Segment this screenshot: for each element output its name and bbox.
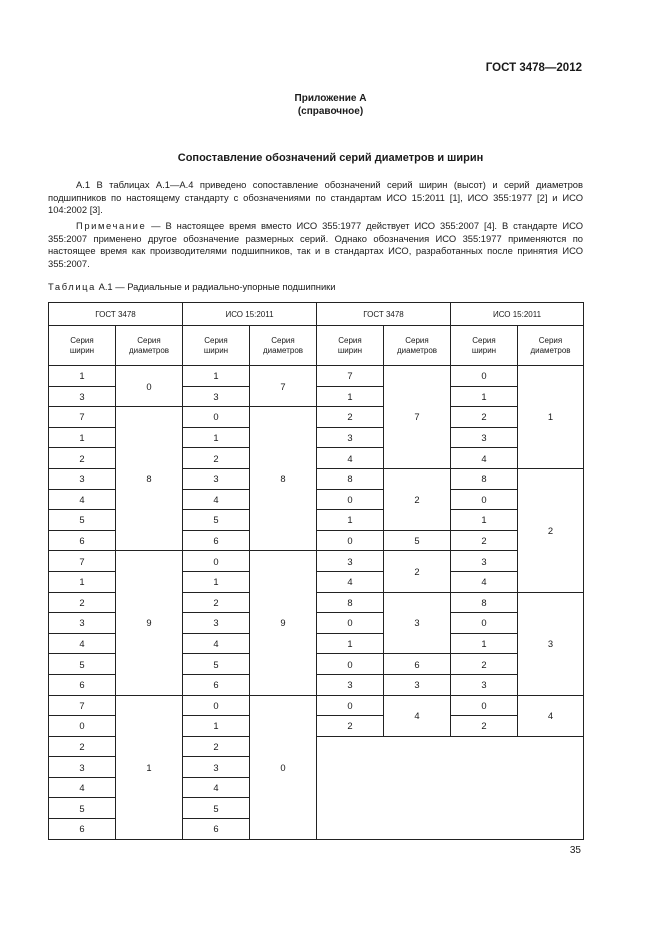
table-header-row bbox=[49, 303, 584, 326]
gost-width-cell: 0 bbox=[49, 716, 116, 737]
gost-width-cell: 6 bbox=[49, 530, 116, 551]
iso-width-cell: 3 bbox=[183, 386, 250, 407]
iso-width-cell: 5 bbox=[183, 510, 250, 531]
iso-width-cell: 1 bbox=[451, 510, 518, 531]
gost-width-cell: 4 bbox=[49, 633, 116, 654]
gost-width-cell: 3 bbox=[317, 674, 384, 695]
iso-diameter-cell: 3 bbox=[518, 592, 584, 695]
paragraph-a1: А.1 В таблицах А.1—А.4 приведено сопоставление обозначений серий ширин (высот) и серий диаметров подшипников по настоящему стандарту с обозначениями по стандартам ИСО 15:2011 [1], ИСО 355:1977 [2] и ИСО 104:2002 [3]. bbox=[48, 179, 583, 216]
table-caption-label: Таблица bbox=[48, 281, 96, 292]
gost-width-cell: 4 bbox=[49, 777, 116, 798]
gost-width-cell: 3 bbox=[49, 613, 116, 634]
subheader-line: диаметров bbox=[262, 345, 304, 355]
iso-width-cell: 3 bbox=[183, 757, 250, 778]
note-text: — В настоящее время вместо ИСО 355:1977 действует ИСО 355:2007 [4]. В стандарте ИСО 355:2007 применено другое обозначение размерных серий. Однако обозначения ИСО 355:1977 применяются по настоящее время как производителями подшипников, так и в стандартах ИСО, разработанных после принятия ИСО 355:2007. bbox=[48, 220, 583, 269]
table-row bbox=[49, 695, 584, 716]
iso-width-cell: 1 bbox=[451, 633, 518, 654]
table-row bbox=[49, 551, 584, 572]
page-number: 35 bbox=[569, 845, 581, 856]
gost-width-cell: 0 bbox=[317, 695, 384, 716]
gost-width-cell: 6 bbox=[49, 819, 116, 840]
iso-diameter-cell: 1 bbox=[518, 366, 584, 469]
gost-width-cell: 2 bbox=[49, 592, 116, 613]
gost-width-cell: 5 bbox=[49, 654, 116, 675]
iso-width-cell: 0 bbox=[451, 695, 518, 716]
table-caption bbox=[48, 281, 336, 292]
gost-diameter-cell: 2 bbox=[384, 551, 451, 592]
gost-diameter-cell: 8 bbox=[116, 407, 183, 551]
iso-width-cell: 6 bbox=[183, 819, 250, 840]
iso-width-cell: 5 bbox=[183, 798, 250, 819]
gost-diameter-cell: 6 bbox=[384, 654, 451, 675]
iso-width-cell: 6 bbox=[183, 674, 250, 695]
subheader-line: диаметров bbox=[128, 345, 170, 355]
gost-width-cell: 7 bbox=[317, 366, 384, 387]
iso-width-cell: 4 bbox=[451, 571, 518, 592]
gost-width-cell: 2 bbox=[49, 448, 116, 469]
gost-width-cell: 3 bbox=[49, 386, 116, 407]
subheader-line: ширин bbox=[337, 345, 363, 355]
iso-width-cell: 3 bbox=[451, 427, 518, 448]
gost-width-cell: 2 bbox=[317, 407, 384, 428]
width-series-header bbox=[317, 326, 384, 366]
gost-width-cell: 8 bbox=[317, 468, 384, 489]
gost-width-cell: 4 bbox=[317, 571, 384, 592]
iso-width-cell: 0 bbox=[183, 551, 250, 572]
standard-code: ГОСТ 3478—2012 bbox=[485, 62, 582, 74]
iso-width-cell: 1 bbox=[183, 716, 250, 737]
iso-width-cell: 0 bbox=[451, 613, 518, 634]
gost-width-cell: 4 bbox=[49, 489, 116, 510]
iso-width-cell: 1 bbox=[183, 571, 250, 592]
gost-width-cell: 3 bbox=[49, 757, 116, 778]
gost-width-cell: 1 bbox=[49, 571, 116, 592]
iso-width-cell: 2 bbox=[451, 530, 518, 551]
subheader-line: Серия bbox=[538, 335, 563, 345]
iso-width-cell: 2 bbox=[183, 592, 250, 613]
subheader-line: Серия bbox=[405, 335, 429, 345]
iso-diameter-cell: 4 bbox=[518, 695, 584, 736]
gost-width-cell: 3 bbox=[317, 427, 384, 448]
gost-diameter-cell: 3 bbox=[384, 674, 451, 695]
gost-width-cell: 1 bbox=[317, 633, 384, 654]
note-label: Примечание bbox=[76, 220, 147, 231]
subheader-line: диаметров bbox=[530, 345, 571, 355]
gost-width-cell: 1 bbox=[49, 427, 116, 448]
gost-width-cell: 0 bbox=[317, 613, 384, 634]
diameter-series-header bbox=[518, 326, 584, 366]
diameter-series-header bbox=[116, 326, 183, 366]
appendix-title: Приложение А bbox=[294, 93, 367, 104]
iso-width-cell: 4 bbox=[183, 633, 250, 654]
iso-width-cell: 0 bbox=[183, 407, 250, 428]
gost-diameter-cell: 2 bbox=[384, 468, 451, 530]
section-heading: Сопоставление обозначений серий диаметров и ширин bbox=[177, 152, 484, 164]
gost-width-cell: 0 bbox=[317, 530, 384, 551]
iso-diameter-cell: 2 bbox=[518, 468, 584, 592]
gost-width-cell: 2 bbox=[49, 736, 116, 757]
subheader-line: Серия bbox=[137, 335, 161, 345]
iso-width-cell: 2 bbox=[451, 716, 518, 737]
iso-width-cell: 3 bbox=[183, 468, 250, 489]
gost-diameter-cell: 4 bbox=[384, 695, 451, 736]
subheader-line: Серия bbox=[271, 335, 295, 345]
gost-width-cell: 4 bbox=[317, 448, 384, 469]
gost-width-cell: 8 bbox=[317, 592, 384, 613]
iso-width-cell: 6 bbox=[183, 530, 250, 551]
iso-width-cell: 4 bbox=[451, 448, 518, 469]
subheader-line: Серия bbox=[70, 335, 94, 345]
table-caption-text: А.1 — Радиальные и радиально-упорные подшипники bbox=[95, 281, 336, 292]
iso-width-cell: 1 bbox=[183, 427, 250, 448]
group-header: ГОСТ 3478 bbox=[317, 303, 451, 326]
group-header: ИСО 15:2011 bbox=[451, 303, 584, 326]
width-series-header bbox=[183, 326, 250, 366]
gost-width-cell: 7 bbox=[49, 551, 116, 572]
gost-diameter-cell: 1 bbox=[116, 695, 183, 839]
table-row bbox=[49, 366, 584, 387]
empty-area bbox=[317, 736, 584, 839]
table-subheader-row bbox=[49, 326, 584, 366]
iso-width-cell: 8 bbox=[451, 468, 518, 489]
gost-width-cell: 1 bbox=[317, 386, 384, 407]
iso-diameter-cell: 9 bbox=[250, 551, 317, 695]
gost-width-cell: 0 bbox=[317, 489, 384, 510]
iso-width-cell: 2 bbox=[451, 654, 518, 675]
iso-width-cell: 0 bbox=[451, 366, 518, 387]
gost-diameter-cell: 5 bbox=[384, 530, 451, 551]
iso-width-cell: 1 bbox=[183, 366, 250, 387]
group-header: ИСО 15:2011 bbox=[183, 303, 317, 326]
subheader-line: Серия bbox=[204, 335, 228, 345]
gost-width-cell: 7 bbox=[49, 695, 116, 716]
iso-diameter-cell: 8 bbox=[250, 407, 317, 551]
gost-width-cell: 0 bbox=[317, 654, 384, 675]
gost-width-cell: 5 bbox=[49, 798, 116, 819]
gost-diameter-cell: 3 bbox=[384, 592, 451, 654]
subheader-line: ширин bbox=[69, 345, 95, 355]
iso-width-cell: 3 bbox=[183, 613, 250, 634]
iso-width-cell: 5 bbox=[183, 654, 250, 675]
gost-width-cell: 3 bbox=[317, 551, 384, 572]
gost-width-cell: 1 bbox=[49, 366, 116, 387]
gost-width-cell: 2 bbox=[317, 716, 384, 737]
iso-width-cell: 0 bbox=[183, 695, 250, 716]
iso-width-cell: 4 bbox=[183, 489, 250, 510]
appendix-subtitle: (справочное) bbox=[297, 106, 364, 117]
subheader-line: ширин bbox=[203, 345, 229, 355]
group-header: ГОСТ 3478 bbox=[49, 303, 183, 326]
gost-width-cell: 5 bbox=[49, 510, 116, 531]
iso-width-cell: 2 bbox=[451, 407, 518, 428]
width-series-header bbox=[49, 326, 116, 366]
iso-width-cell: 1 bbox=[451, 386, 518, 407]
gost-width-cell: 6 bbox=[49, 674, 116, 695]
iso-diameter-cell: 7 bbox=[250, 366, 317, 407]
width-series-header bbox=[451, 326, 518, 366]
diameter-series-header bbox=[384, 326, 451, 366]
gost-width-cell: 3 bbox=[49, 468, 116, 489]
subheader-line: ширин bbox=[471, 345, 497, 355]
table-row bbox=[49, 407, 584, 428]
diameter-series-header bbox=[250, 326, 317, 366]
iso-width-cell: 0 bbox=[451, 489, 518, 510]
iso-width-cell: 8 bbox=[451, 592, 518, 613]
iso-width-cell: 2 bbox=[183, 736, 250, 757]
gost-width-cell: 7 bbox=[49, 407, 116, 428]
subheader-line: Серия bbox=[472, 335, 496, 345]
subheader-line: Серия bbox=[338, 335, 362, 345]
comparison-table bbox=[48, 302, 584, 840]
appendix-heading bbox=[0, 92, 661, 118]
iso-width-cell: 4 bbox=[183, 777, 250, 798]
gost-diameter-cell: 0 bbox=[116, 366, 183, 407]
gost-diameter-cell: 9 bbox=[116, 551, 183, 695]
iso-width-cell: 2 bbox=[183, 448, 250, 469]
note-paragraph bbox=[48, 220, 583, 270]
iso-width-cell: 3 bbox=[451, 674, 518, 695]
iso-diameter-cell: 0 bbox=[250, 695, 317, 839]
gost-width-cell: 1 bbox=[317, 510, 384, 531]
iso-width-cell: 3 bbox=[451, 551, 518, 572]
subheader-line: диаметров bbox=[396, 345, 438, 355]
gost-diameter-cell: 7 bbox=[384, 366, 451, 469]
